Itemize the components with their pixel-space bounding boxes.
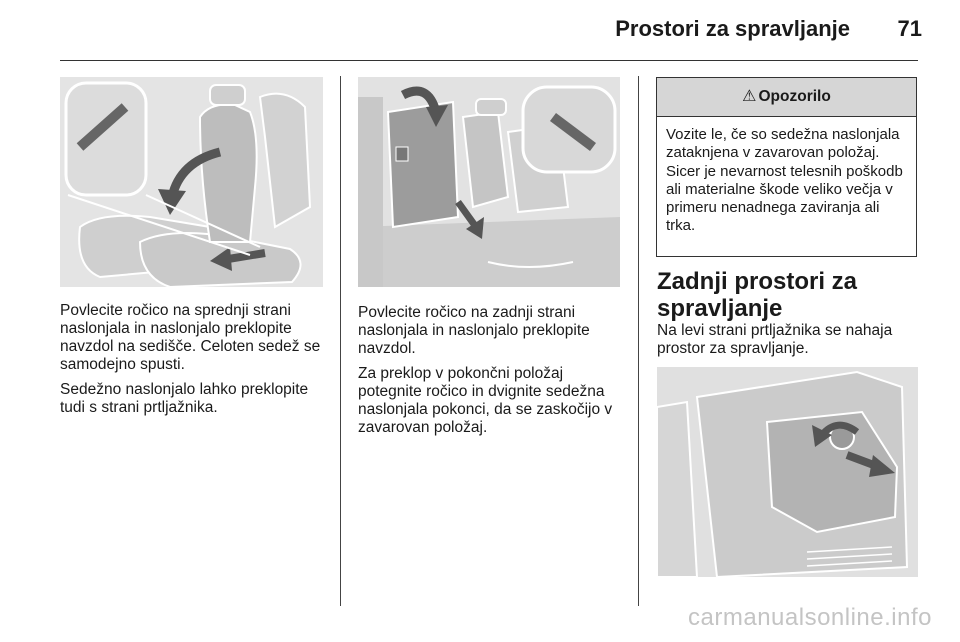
warning-text: Vozite le, če so sedežna naslonjala zataknjena v zavarovan položaj. Sicer je nevarnost telesnih poškodb ali materialne škode veliko večja v primeru nenadnega zaviranja ali trka. xyxy=(666,126,903,235)
section-paragraph: Na levi strani prtljažnika se nahaja prostor za spravljanje. xyxy=(657,322,893,357)
warning-header xyxy=(657,78,916,117)
warning-icon: ⚠ xyxy=(742,88,757,105)
warning-box xyxy=(656,77,917,257)
column-divider-2 xyxy=(638,76,639,606)
column-divider-1 xyxy=(340,76,341,606)
col2-paragraph-2: Za preklop v pokončni položaj potegnite ročico in dvignite sedežna naslonjala pokonci, da se zaskočijo v zavarovan položaj. xyxy=(358,365,613,436)
col1-paragraph-2: Sedežno naslonjalo lahko preklopite tudi s strani prtljažnika. xyxy=(60,381,309,416)
col1-paragraph-1: Povlecite ročico na sprednji strani naslonjala in naslonjalo preklopite navzdol na sedišče. Celoten sedež se samodejno spusti. xyxy=(60,302,321,373)
warning-title: Opozorilo xyxy=(758,88,831,105)
section-title: Zadnji prostori za spravljanje xyxy=(657,268,858,322)
header-divider xyxy=(60,60,918,61)
col2-paragraph-1: Povlecite ročico na zadnji strani naslonjala in naslonjalo preklopite navzdol. xyxy=(358,304,590,357)
page-header-title: Prostori za spravljanje xyxy=(615,16,850,41)
illustration-rear-storage xyxy=(657,367,918,577)
illustration-seat-fold-front xyxy=(60,77,323,287)
page-number: 71 xyxy=(897,16,922,41)
watermark: carmanualsonline.info xyxy=(688,604,932,631)
illustration-seat-fold-rear xyxy=(358,77,620,287)
